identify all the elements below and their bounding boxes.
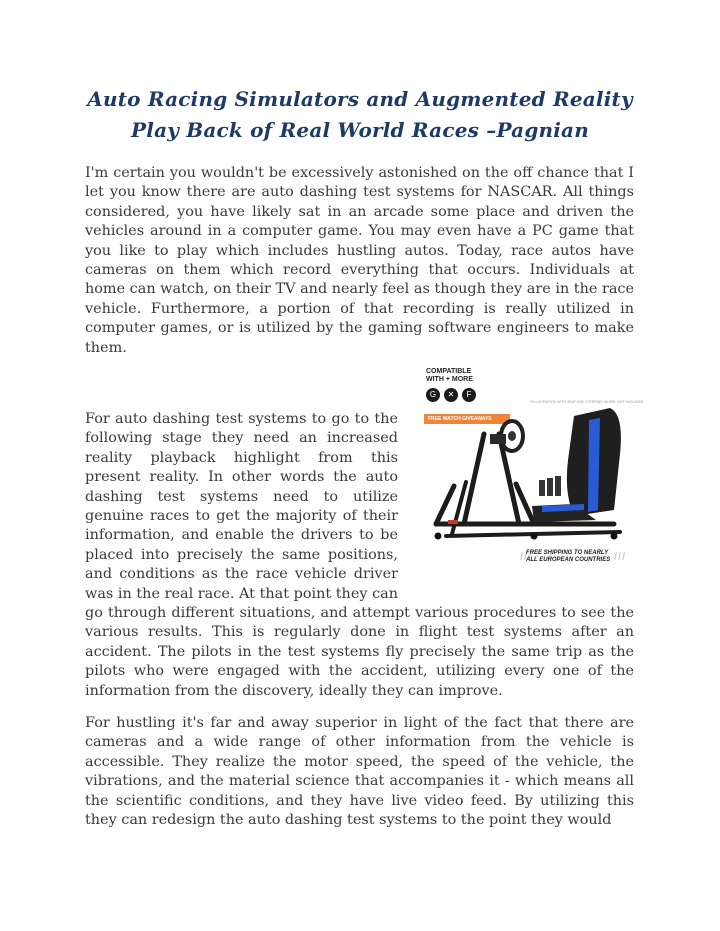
shipping-label: FREE SHIPPING TO NEARLY ALL EUROPEAN COUNTRIES [526, 550, 611, 563]
cockpit-illustration [424, 364, 634, 574]
steering-wheel-icon [490, 421, 523, 451]
platform-x-icon: ✕ [444, 388, 458, 402]
promo-banner: FREE WATCH GIVEAWAYS [424, 414, 510, 424]
page-title [70, 84, 650, 146]
racing-cockpit-image [424, 364, 644, 574]
platform-f-icon: F [462, 388, 476, 402]
paragraph-2: For auto dashing test systems to go to the following stage they need an increased reality playback highlight from this present reality. In other words the auto dashing test systems need to utilize genuine races to get the majority of their information, and enable the drivers to be placed into precisely the same positions, and conditions as the race vehicle driver was in the real race. At that point they can go through different situations, and attempt various procedures to see the various results. This is regularly done in flight test systems after an accident. The pilots in the test systems fly precisely the same trip as the pilots who were engaged with the accident, utilizing every one of the information from the discovery, ideally they can improve. [85, 411, 634, 699]
slashes-right: /// [614, 551, 627, 563]
title-line-2: Play Back of Real World Races –Pagnian [131, 118, 589, 142]
illustration-note: *ILLUSTRATION WITH SEAT AND STEERING WHEEL NOT INCLUDED [530, 400, 644, 404]
compatible-label: COMPATIBLE WITH + MORE [426, 368, 473, 383]
paragraph-1: I'm certain you wouldn't be excessively astonished on the off chance that I let you know there are auto dashing test systems for NASCAR. All things considered, you have likely sat in an arcade some place and driven the vehicles around in a computer game. You may even have a PC game that you like to play which includes hustling autos. Today, race autos have cameras on them which record everything that occurs. Individuals at home can watch, on their TV and nearly feel as though they are in the race vehicle. Furthermore, a portion of that recording is really utilized in computer games, or is utilized by the gaming software engineers to make them. [85, 165, 634, 356]
title-line-1: Auto Racing Simulators and Augmented Reality [87, 87, 633, 111]
racing-seat-icon [532, 408, 621, 522]
slashes-left: /// [520, 551, 533, 563]
platform-g-icon: G [426, 388, 440, 402]
paragraph-3: For hustling it's far and away superior in light of the fact that there are cameras and a wide range of other information from the vehicle is accessible. They realize the motor speed, the speed of the vehicle, the vibrations, and the material science that accompanies it - which means all the scientific conditions, and they have live video feed. By utilizing this they can redesign the auto dashing test systems to the point they would [85, 715, 634, 829]
